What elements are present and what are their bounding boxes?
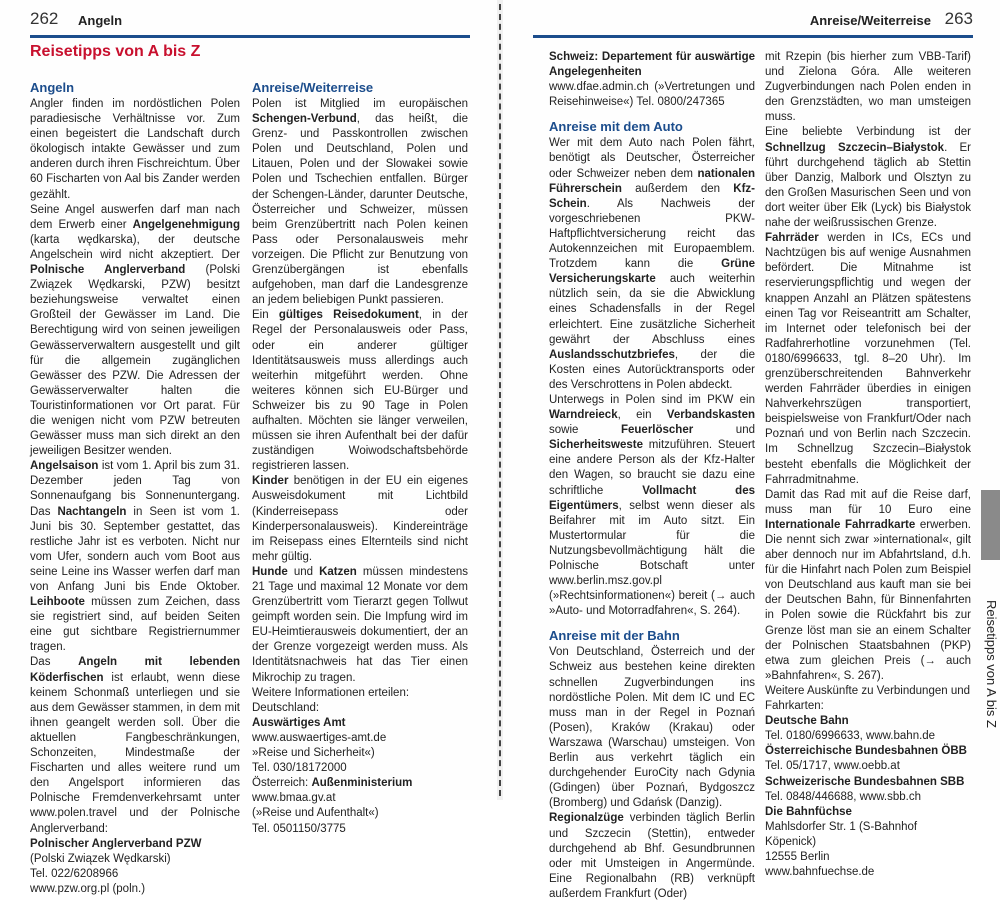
text-run: www.pzw.org.pl (poln.) [30, 882, 146, 895]
text-run: Tel. 0180/6996633, www.bahn.de [765, 730, 936, 743]
text-run: www.dfae.admin.ch (»Vertretungen und Reisehinweise«) Tel. 0800/247365 [549, 81, 755, 109]
text-paragraph [549, 645, 755, 811]
bold-term: Deutsche Bahn [765, 715, 849, 728]
bold-term: Angeln mit lebenden Köderfischen [30, 656, 240, 684]
header-rule [30, 35, 470, 38]
text-paragraph [30, 655, 240, 836]
text-run: Tel. 05/1717, www.oebb.at [765, 760, 900, 773]
text-paragraph [765, 488, 971, 684]
text-paragraph [765, 850, 971, 865]
text-paragraph [30, 867, 240, 882]
text-run: Seine Angel auswerfen darf man nach dem Erwerb einer [30, 203, 240, 231]
bold-term: Grüne Versicherungskarte [549, 258, 755, 286]
chapter-title: Reisetipps von A bis Z [30, 43, 201, 60]
bold-term: Feuerlöscher [620, 424, 694, 437]
page-number: 262 [30, 9, 59, 28]
text-paragraph [549, 811, 755, 902]
text-run: ist vom 1. April bis zum 31. Dezember jeden Tag von Sonnenaufgang bis Sonnenuntergang. Das [30, 460, 240, 518]
bold-term: Schweiz: Departement für auswärtige Angelegenheiten [549, 51, 755, 79]
bold-term: Regionalzüge [549, 812, 624, 825]
text-paragraph [30, 882, 240, 897]
text-run: . Als Nachweis der vorgeschriebenen PKW-Haftpflichtversicherung reicht das Autokennzeichen mit Europaemblem. Trotzdem kann die [549, 197, 755, 271]
text-run: www.bmaa.gv.at [252, 792, 336, 805]
text-paragraph [765, 820, 971, 850]
text-paragraph [765, 790, 971, 805]
section-gap [549, 619, 755, 628]
side-chapter-label-text: Reisetipps von A bis Z [984, 600, 999, 728]
text-run: Tel. 0848/446688, www.sbb.ch [765, 790, 921, 803]
text-run: müssen zum Zeichen, dass sie registriert sind, auf beiden Seiten eine gut sichtbare Registriernummer tragen. [30, 596, 240, 654]
left-page-header [30, 8, 470, 38]
text-run: Polen ist Mitglied im europäischen [252, 98, 468, 110]
text-run: mitzuführen. Steuert eine andere Person als der Kfz-Halter den Wagen, so braucht sie dazu eine schriftliche [549, 439, 755, 497]
text-run: Damit das Rad mit auf die Reise darf, muss man für 10 Euro eine [765, 488, 971, 516]
running-head: Angeln [78, 13, 123, 28]
bold-term: Österreichische Bundesbahnen ÖBB [765, 745, 967, 758]
text-run: Von Deutschland, Österreich und der Schweiz aus bestehen keine direkten schnellen Zugverbindungen ins nordöstliche Polen. Mit dem IC und EC muss man in der Regel in Poznań (Posen), Kraków (Krakau) oder Warszawa (Warschau) umsteigen. Von Berlin aus verkehrt täglich ein durchgehender EuroCity nach Gdynia (Gdingen) über Poznań, Bydgoszcz (Bromberg) und Gdańsk (Danzig). [549, 646, 755, 810]
bold-term: Auswärtiges Amt [252, 716, 346, 729]
text-paragraph [30, 97, 240, 203]
bold-term: Außenministerium [311, 777, 413, 790]
text-paragraph [252, 776, 468, 791]
text-paragraph [252, 716, 468, 731]
text-paragraph [252, 791, 468, 806]
section-gap [549, 110, 755, 119]
section-heading: Angeln [30, 80, 75, 95]
text-paragraph [252, 97, 468, 308]
text-run: mit Rzepin (bis hierher zum VBB-Tarif) und Zielona Góra. Alle weiteren Zugverbindungen nach Polen enden in den Grenzstädten, wo man umsteigen muss. [765, 51, 971, 124]
text-run: »Reise und Sicherheit«) [252, 747, 375, 760]
bold-term: Hunde [252, 565, 288, 578]
text-paragraph [30, 203, 240, 460]
text-run: Wer mit dem Auto nach Polen fährt, benötigt als Deutscher, Österreicher oder Schweizer neben dem [549, 137, 755, 180]
text-paragraph [765, 125, 971, 231]
text-run: www.auswaertiges-amt.de [252, 731, 387, 744]
text-paragraph [252, 746, 468, 761]
text-paragraph [30, 837, 240, 852]
bold-term: Auslandsschutzbriefes [549, 348, 675, 361]
text-run: Österreich: [252, 777, 312, 790]
left-column-2 [252, 80, 468, 837]
text-run: Das [30, 656, 79, 669]
bold-term: Schengen-Verbund [252, 113, 357, 126]
text-run: sowie [549, 424, 621, 437]
text-paragraph [252, 761, 468, 776]
right-page-header [533, 8, 973, 38]
text-run: erwerben. Die nennt sich zwar »international«, gilt aber dennoch nur im Abfahrtsland, d.h. für die Hinfahrt nach Polen zum Beispiel von Deutschland aus kauft man sie bei der Deutschen Bahn, für Binnenfahrten in Polen sowie die Rückfahrt bis zur Grenze löst man sie an einem Schalter der Polnischen Staatsbahnen (PKP) etwa zum gleichen Preis (→ auch »Bahnfahren«, S. 267). [765, 518, 971, 682]
text-run: und [287, 565, 320, 578]
bold-term: Polnischer Anglerverband PZW [30, 837, 202, 850]
text-paragraph [252, 308, 468, 474]
bold-term: Vollmacht des Eigentümers [549, 484, 755, 512]
bold-term: Sicherheitsweste [549, 439, 643, 452]
text-run: Weitere Auskünfte zu Verbindungen und Fahrkarten: [765, 684, 971, 713]
right-column-2 [765, 50, 971, 880]
thumb-index-tab [981, 490, 1000, 560]
text-run: , das heißt, die Grenz- und Passkontrollen zwischen Polen und Deutschland, Polen und Litauen, Polen und der Slowakei sowie Polen und Tschechien entfallen. Bürger der Schengen-Länder, darunter Deutsche, Österreicher und Schweizer, müssen beim Grenzübertritt nach Polen keinen Pass oder Personalausweis mehr vorzeigen. Die Pflicht zur Benutzung von Grenzübergängen ist ebenfalls aufgehoben, man darf die Landesgrenze an jedem beliebigen Punkt passieren. [252, 113, 468, 307]
text-run: (Polski Związek Wędkarski, PZW) besitzt beziehungsweise verwaltet einen Großteil der Gewässer im Land. Die Berechtigung wird von seinen jeweiligen Gewässerverwaltern ausgestellt und gilt für die allgemein zugänglichen Gewässer des PZW. Die Adressen der Gewässerverwalter halten die Touristinformationen vor Ort parat. Für die wenigen nicht vom PZW betreuten Gewässer muss man sich direkt an den jeweiligen Besitzer wenden. [30, 264, 241, 458]
text-paragraph [549, 50, 755, 80]
page-number: 263 [944, 9, 973, 28]
text-run: in Seen ist vom 1. Juni bis 30. September gestattet, das restliche Jahr ist es verboten. Nicht nur vom Ufer, sondern auch vom Boot aus seine Leine ins Wasser werfen darf man von Anfang Juni bis Ende Oktober. [30, 505, 240, 593]
text-paragraph [549, 393, 755, 619]
text-paragraph [765, 714, 971, 729]
text-run: Ein [252, 309, 279, 322]
text-run: , der die Kosten eines Autorücktransports oder des Verschrottens in Polen abdeckt. [549, 348, 755, 391]
text-run: Deutschland: [252, 701, 320, 714]
text-paragraph [765, 744, 971, 759]
text-paragraph [252, 474, 468, 565]
gutter-fold-line [499, 4, 501, 796]
text-paragraph [765, 729, 971, 744]
text-paragraph [765, 865, 971, 880]
text-paragraph [252, 731, 468, 746]
side-chapter-label [975, 600, 1000, 728]
text-run: und [693, 424, 755, 437]
text-run: (Polski Związek Wędkarski) [30, 852, 171, 865]
text-paragraph [252, 701, 468, 716]
text-run: Tel. 022/6208966 [30, 867, 119, 880]
text-run: werden in ICs, ECs und Nachtzügen bis auf wenige Ausnahmen befördert. Die Mitnahme ist reservierungspflichtig und wegen der knappen Anzahl an Plätzen spätestens einen Tag vor Reiseantritt am Schalter, im Internet oder telefonisch bei der Radfahrerhotline vorzunehmen (Tel. 0180/6996633, tgl. 8–20 Uhr). Im grenzüberschreitenden Bahnverkehr werden Fahrräder überdies in einigen Nahverkehrszügen transportiert, beispielsweise von Frankfurt/Oder nach Poznań und von Berlin nach Szczecin. Im Schnellzug Szczecin–Białystok besteht ebenfalls die Möglichkeit der Fahrradmitnahme. [765, 232, 971, 486]
header-rule [533, 35, 973, 38]
text-paragraph [252, 565, 468, 686]
bold-term: Nachtangeln [57, 505, 127, 518]
text-run: benötigen in der EU ein eigenes Ausweisdokument mit Lichtbild (Kinderreisepass oder Kinderpersonalausweis). Kindereinträge im Reisepass eines Elternteils sind nicht mehr gültig. [252, 475, 468, 563]
text-paragraph [765, 759, 971, 774]
text-run: Tel. 030/18172000 [252, 762, 347, 775]
text-run: (»Reise und Aufenthalt«) [252, 807, 379, 820]
text-paragraph [765, 805, 971, 820]
text-run: (karta wędkarska), der deutsche Angelschein wird nicht akzeptiert. Der [30, 233, 240, 261]
bold-term: gültiges Reisedokument [278, 309, 419, 322]
text-run: , selbst wenn dieser als Beifahrer mit im Auto sitzt. Ein Mustertormular für die Nutzungsbevollmächtigung hält die Polnische Botschaft unter www.berlin.msz.gov.pl (»Rechtsinformationen«) bereit (→ auch »Auto- und Motorradfahren«, S. 264). [549, 499, 755, 618]
bold-term: Katzen [319, 565, 357, 578]
text-run: müssen mindestens 21 Tage und maximal 12 Monate vor dem Grenzübertritt vom Tierarzt gegen Tollwut geimpft worden sein. Die Impfung wird im EU-Heimtierausweis dokumentiert, der an der Grenze vorgezeigt werden muss. Als Identitätsnachweis hat das Tier einen Mikrochip zu tragen. [252, 565, 468, 684]
text-paragraph [549, 136, 755, 393]
text-run: . Er führt durchgehend täglich ab Stettin über Danzig, Malbork und Olsztyn zu den Großen Masurischen Seen und von dort weiter über Ełk (Lyck) bis Białystok nahe der weißrussischen Grenze. [765, 141, 971, 230]
bold-term: Leihboote [30, 596, 85, 609]
text-paragraph [765, 684, 971, 714]
text-run: Unterwegs in Polen sind im PKW ein [549, 393, 755, 406]
text-run: Weitere Informationen erteilen: [252, 686, 410, 699]
section-heading: Anreise/Weiterreise [252, 80, 374, 95]
right-page [503, 0, 1000, 900]
text-paragraph [549, 80, 755, 110]
text-paragraph [765, 50, 971, 125]
bold-term: Kinder [252, 475, 289, 488]
bold-term: Polnische Anglerverband [30, 264, 186, 277]
bold-term: nationalen Führerschein [549, 167, 755, 195]
text-run: 12555 Berlin [765, 850, 830, 863]
text-paragraph [252, 822, 468, 837]
bold-term: Angelgenehmigung [132, 218, 240, 231]
text-run: , ein [617, 409, 667, 422]
bold-term: Kfz-Schein [549, 182, 755, 210]
text-run: Angler finden im nordöstlichen Polen paradiesische Verhältnisse vor. Zum einen begeistert die Landschaft durch ökologisch intakte Gewässer und zum anderen durch ihren Fischreichtum. Über 60 Fischarten von Aal bis Zander werden gezählt. [30, 98, 240, 201]
text-run: Tel. 0501150/3775 [252, 822, 346, 835]
text-paragraph [765, 775, 971, 790]
running-head: Anreise/Weiterreise [809, 13, 931, 28]
bold-term: Schnellzug Szczecin–Białystok [765, 141, 945, 154]
text-run: ist erlaubt, wenn diese keinem Schonmaß unterliegen und sie aus dem Gewässer stammen, in dem mit ihnen geangelt werden soll. Über die aktuellen Fangbeschränkungen, Schonzeiten, Mindestmaße der Fischarten und alles weitere rund um den Angelsport informieren das Polnische Fremdenverkehrsamt unter www.polen.travel und der Polnische Anglerverband: [30, 671, 240, 835]
bold-term: Angelsaison [30, 460, 99, 473]
text-paragraph [30, 459, 240, 655]
left-column-1 [30, 80, 240, 897]
bold-term: Verbandskasten [666, 409, 755, 422]
bold-term: Warndreieck [549, 409, 618, 422]
text-paragraph [252, 806, 468, 821]
text-run: www.bahnfuechse.de [765, 866, 875, 879]
left-page [0, 0, 497, 895]
text-paragraph [765, 231, 971, 488]
text-run: Eine beliebte Verbindung ist der [765, 126, 971, 139]
text-run: Mahlsdorfer Str. 1 (S-Bahnhof Köpenick) [765, 820, 918, 848]
bold-term: Die Bahnfüchse [765, 805, 852, 818]
section-heading: Anreise mit dem Auto [549, 119, 683, 135]
bold-term: Schweizerische Bundesbahnen SBB [765, 775, 965, 788]
text-run: außerdem den [621, 182, 734, 195]
bold-term: Fahrräder [765, 232, 819, 245]
text-run: , in der Regel der Personalausweis oder Pass, oder ein anderer gültiger Identitätsausweis muss allerdings auch weiterhin mitgeführt werden. Ohne weiteres können sich EU-Bürger und Schweizer bis zu 90 Tage in Polen aufhalten. Möchten sie länger verweilen, müssen sie ihren Aufenthalt bei der dafür zuständigen Woiwodschaftsbehörde registrieren lassen. [252, 309, 468, 473]
section-heading: Anreise mit der Bahn [549, 628, 680, 644]
bold-term: Internationale Fahrradkarte [765, 518, 916, 531]
text-run: verbinden täglich Berlin und Szczecin (Stettin), entweder durchgehend ab Bhf. Gesundbrunnen oder mit Umsteigen in Angermünde. Eine Regionalbahn (RB) verknüpft außerdem Frankfurt (Oder) [549, 812, 755, 900]
right-column-1 [549, 50, 755, 902]
text-run: auch weiterhin nützlich sein, da sie die Abwicklung eines Schadensfalls in der Regel erleichtert. Eine zusätzliche Sicherheit gewährt der Abschluss eines [549, 273, 755, 346]
text-paragraph [252, 686, 468, 701]
text-paragraph [30, 852, 240, 867]
